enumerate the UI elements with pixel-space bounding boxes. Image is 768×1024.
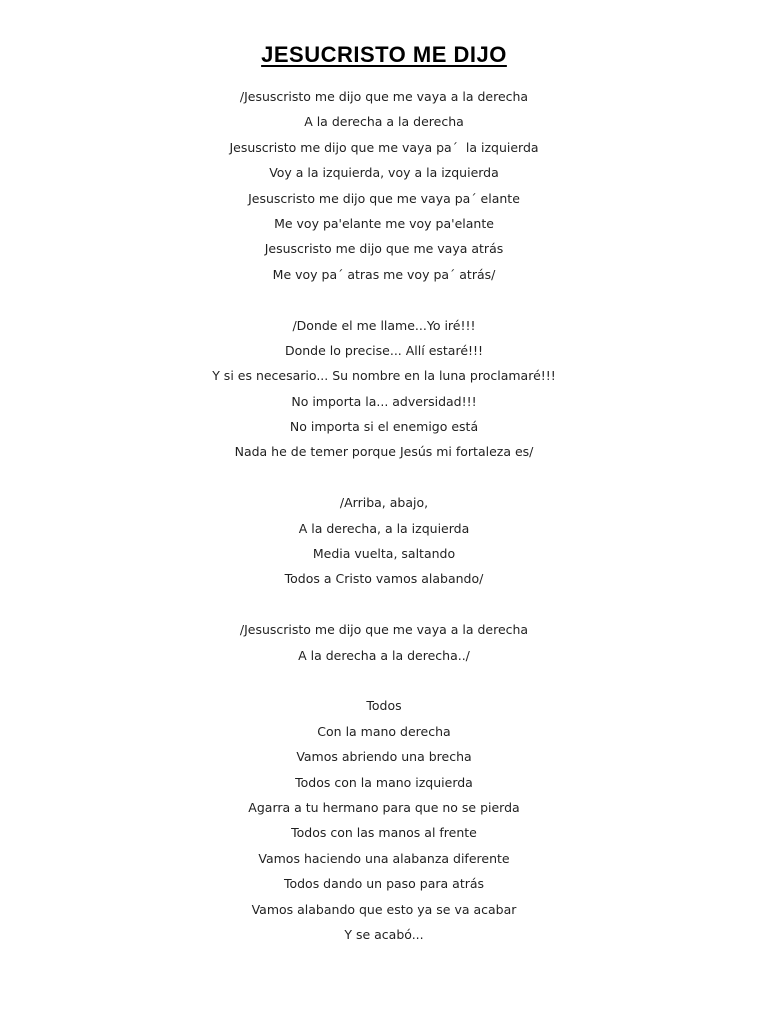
- lyric-line: Todos con las manos al frente: [291, 825, 477, 841]
- lyric-line: Jesuscristo me dijo que me vaya pa´ elante: [248, 190, 520, 206]
- stanza: [0, 313, 768, 465]
- lyrics-body: [0, 84, 768, 973]
- lyric-line: A la derecha, a la izquierda: [298, 520, 470, 536]
- lyric-line: Con la mano derecha: [317, 723, 451, 739]
- lyric-line: Todos: [366, 698, 402, 714]
- lyric-line: /Donde el me llame...Yo iré!!!: [292, 317, 476, 333]
- lyric-line: /Arriba, abajo,: [339, 495, 429, 511]
- lyric-line: Voy a la izquierda, voy a la izquierda: [269, 165, 499, 181]
- lyric-line: Media vuelta, saltando: [312, 546, 456, 562]
- stanza: [0, 617, 768, 668]
- lyric-line: A la derecha a la derecha: [304, 114, 464, 130]
- lyric-line: Y si es necesario... Su nombre en la luna proclamaré!!!: [212, 368, 556, 384]
- lyric-line: No importa la... adversidad!!!: [291, 393, 477, 409]
- lyric-line: No importa si el enemigo está: [289, 419, 479, 435]
- lyric-line: Vamos alabando que esto ya se va acabar: [251, 901, 517, 917]
- stanza: [0, 84, 768, 287]
- stanza: [0, 490, 768, 592]
- lyric-line: Todos con la mano izquierda: [295, 774, 473, 790]
- lyric-line: Donde lo precise... Allí estaré!!!: [284, 342, 484, 358]
- lyric-line: A la derecha a la derecha../: [298, 647, 470, 663]
- lyric-line: Vamos haciendo una alabanza diferente: [258, 850, 510, 866]
- lyric-line: Y se acabó...: [344, 926, 424, 942]
- lyric-line: Jesuscristo me dijo que me vaya pa´ la izquierda: [229, 139, 539, 155]
- lyric-line: Agarra a tu hermano para que no se pierda: [248, 799, 520, 815]
- stanza: [0, 693, 768, 947]
- lyric-line: /Jesuscristo me dijo que me vaya a la derecha: [239, 622, 529, 638]
- page-title: JESUCRISTO ME DIJO: [261, 42, 507, 67]
- lyric-line: Me voy pa'elante me voy pa'elante: [274, 215, 494, 231]
- lyric-line: Todos dando un paso para atrás: [283, 876, 485, 892]
- lyric-line: Vamos abriendo una brecha: [296, 749, 472, 765]
- lyric-line: Nada he de temer porque Jesús mi fortaleza es/: [234, 444, 534, 460]
- lyric-line: /Jesuscristo me dijo que me vaya a la derecha: [239, 89, 529, 104]
- lyric-line: Jesuscristo me dijo que me vaya atrás: [264, 241, 504, 257]
- lyric-line: Me voy pa´ atras me voy pa´ atrás/: [272, 266, 496, 282]
- lyric-line: Todos a Cristo vamos alabando/: [284, 571, 484, 587]
